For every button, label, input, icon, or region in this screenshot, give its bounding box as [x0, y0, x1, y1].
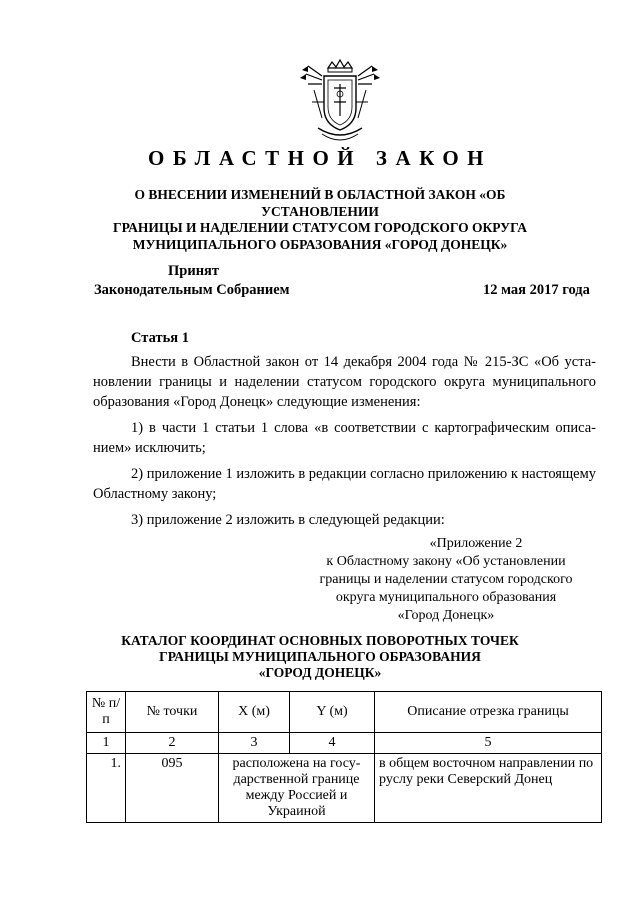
- law-subtitle: [90, 187, 550, 253]
- table-header-row: [87, 692, 602, 733]
- header-cell: № п/п: [87, 692, 126, 733]
- paragraph: 1) в части 1 статьи 1 слова «в соответствии с картографическим описа-нием» исключить;: [93, 420, 596, 456]
- rostov-coat-of-arms-icon: [300, 58, 380, 148]
- article-title: Статья 1: [131, 330, 189, 346]
- appendix-heading: [296, 535, 596, 625]
- subtitle-line: ГРАНИЦЫ И НАДЕЛЕНИИ СТАТУСОМ ГОРОДСКОГО ОКРУГА: [113, 220, 527, 235]
- paragraph: 2) приложение 1 изложить в редакции согласно приложению к настоящему Областному закону;: [93, 466, 596, 502]
- subtitle-line: О ВНЕСЕНИИ ИЗМЕНЕНИЙ В ОБЛАСТНОЙ ЗАКОН «ОБ УСТАНОВЛЕНИИ: [134, 187, 506, 219]
- coordinates-note: расположена на госу-дарственной границе между Россией и Украиной: [219, 754, 375, 823]
- appendix-line: «Город Донецк»: [397, 608, 495, 623]
- appendix-line: границы и наделении статусом городского: [319, 572, 573, 587]
- column-number-row: [87, 733, 602, 754]
- paragraph: 3) приложение 2 изложить в следующей редакции:: [131, 512, 445, 528]
- paragraph: Внести в Областной закон от 14 декабря 2004 года № 215-ЗС «Об уста-новлении границы и наделении статусом городского округа муниципального образования «Город Донецк» следующие изменения:: [93, 354, 596, 410]
- header-cell: № точки: [126, 692, 219, 733]
- coordinates-table: [86, 691, 602, 823]
- subtitle-line: МУНИЦИПАЛЬНОГО ОБРАЗОВАНИЯ «ГОРОД ДОНЕЦК»: [132, 236, 508, 252]
- appendix-line: к Областному закону «Об установлении: [326, 554, 566, 569]
- row-number: 1.: [87, 754, 126, 823]
- column-number: 4: [290, 733, 375, 754]
- adopted-by: Законодательным Собранием: [94, 282, 290, 298]
- appendix-line: «Приложение 2: [429, 536, 523, 551]
- adopted-date: 12 мая 2017 года: [483, 282, 590, 298]
- law-title: ОБЛАСТНОЙ ЗАКОН: [147, 146, 492, 170]
- catalog-title-line: КАТАЛОГ КООРДИНАТ ОСНОВНЫХ ПОВОРОТНЫХ ТОЧЕК: [121, 633, 519, 648]
- segment-description: в общем восточном направлении по руслу реки Северский Донец: [375, 754, 602, 823]
- column-number: 3: [219, 733, 290, 754]
- column-number: 5: [375, 733, 602, 754]
- column-number: 1: [87, 733, 126, 754]
- article-body: [93, 352, 596, 536]
- catalog-title-line: «ГОРОД ДОНЕЦК»: [258, 665, 382, 680]
- catalog-title: [120, 633, 520, 681]
- catalog-title-line: ГРАНИЦЫ МУНИЦИПАЛЬНОГО ОБРАЗОВАНИЯ: [159, 649, 481, 664]
- point-number: 095: [126, 754, 219, 823]
- header-cell: Описание отрезка границы: [375, 692, 602, 733]
- header-cell: X (м): [219, 692, 290, 733]
- table-row: [87, 754, 602, 823]
- appendix-line: округа муниципального образования: [335, 590, 557, 605]
- header-cell: Y (м): [290, 692, 375, 733]
- column-number: 2: [126, 733, 219, 754]
- adopted-label: Принят: [168, 263, 220, 279]
